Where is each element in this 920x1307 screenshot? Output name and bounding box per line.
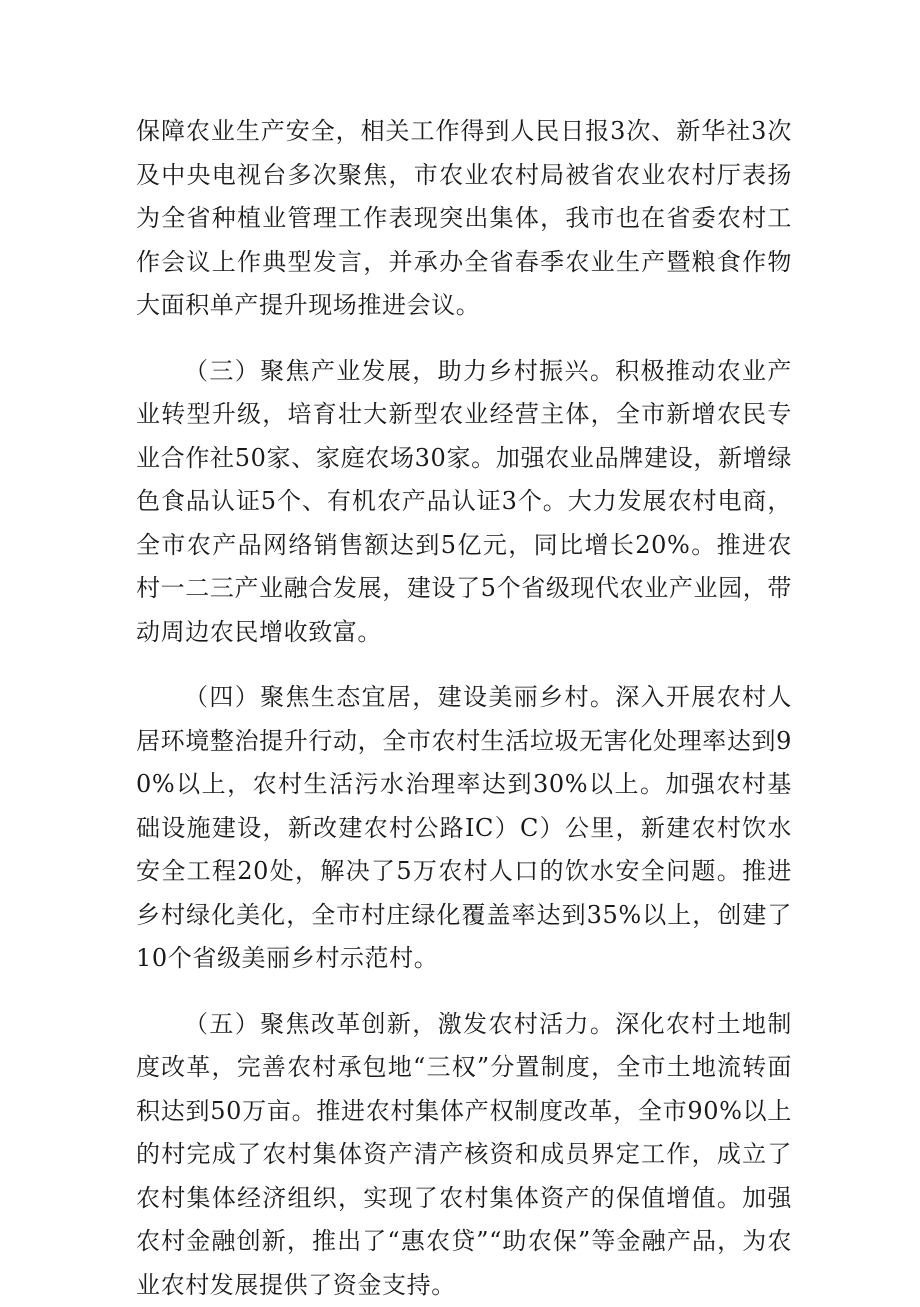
paragraph-section-three: （三）聚焦产业发展，助力乡村振兴。积极推动农业产业转型升级，培育壮大新型农业经营主体，全市新增农民专业合作社50家、家庭农场30家。加强农业品牌建设，新增绿色食品认证5个、有机农产品认证3个。大力发展农村电商，全市农产品网络销售额达到5亿元，同比增长20%。推进农村一二三产业融合发展，建设了5个省级现代农业产业园，带动周边农民增收致富。 bbox=[136, 350, 792, 655]
paragraph-section-five: （五）聚焦改革创新，激发农村活力。深化农村土地制度改革，完善农村承包地“三权”分置制度，全市土地流转面积达到50万亩。推进农村集体产权制度改革，全市90%以上的村完成了农村集体资产清产核资和成员界定工作，成立了农村集体经济组织，实现了农村集体资产的保值增值。加强农村金融创新，推出了“惠农贷”“助农保”等金融产品，为农业农村发展提供了资金支持。 bbox=[136, 1003, 792, 1307]
paragraph-section-four: （四）聚焦生态宜居，建设美丽乡村。深入开展农村人居环境整治提升行动，全市农村生活垃圾无害化处理率达到90%以上，农村生活污水治理率达到30%以上。加强农村基础设施建设，新改建农村公路IC）C）公里，新建农村饮水安全工程20处，解决了5万农村人口的饮水安全问题。推进乡村绿化美化，全市村庄绿化覆盖率达到35%以上，创建了10个省级美丽乡村示范村。 bbox=[136, 676, 792, 981]
document-body bbox=[136, 110, 792, 1307]
paragraph-continuation: 保障农业生产安全，相关工作得到人民日报3次、新华社3次及中央电视台多次聚焦，市农业农村局被省农业农村厅表扬为全省种植业管理工作表现突出集体，我市也在省委农村工作会议上作典型发言，并承办全省春季农业生产暨粮食作物大面积单产提升现场推进会议。 bbox=[136, 110, 792, 328]
